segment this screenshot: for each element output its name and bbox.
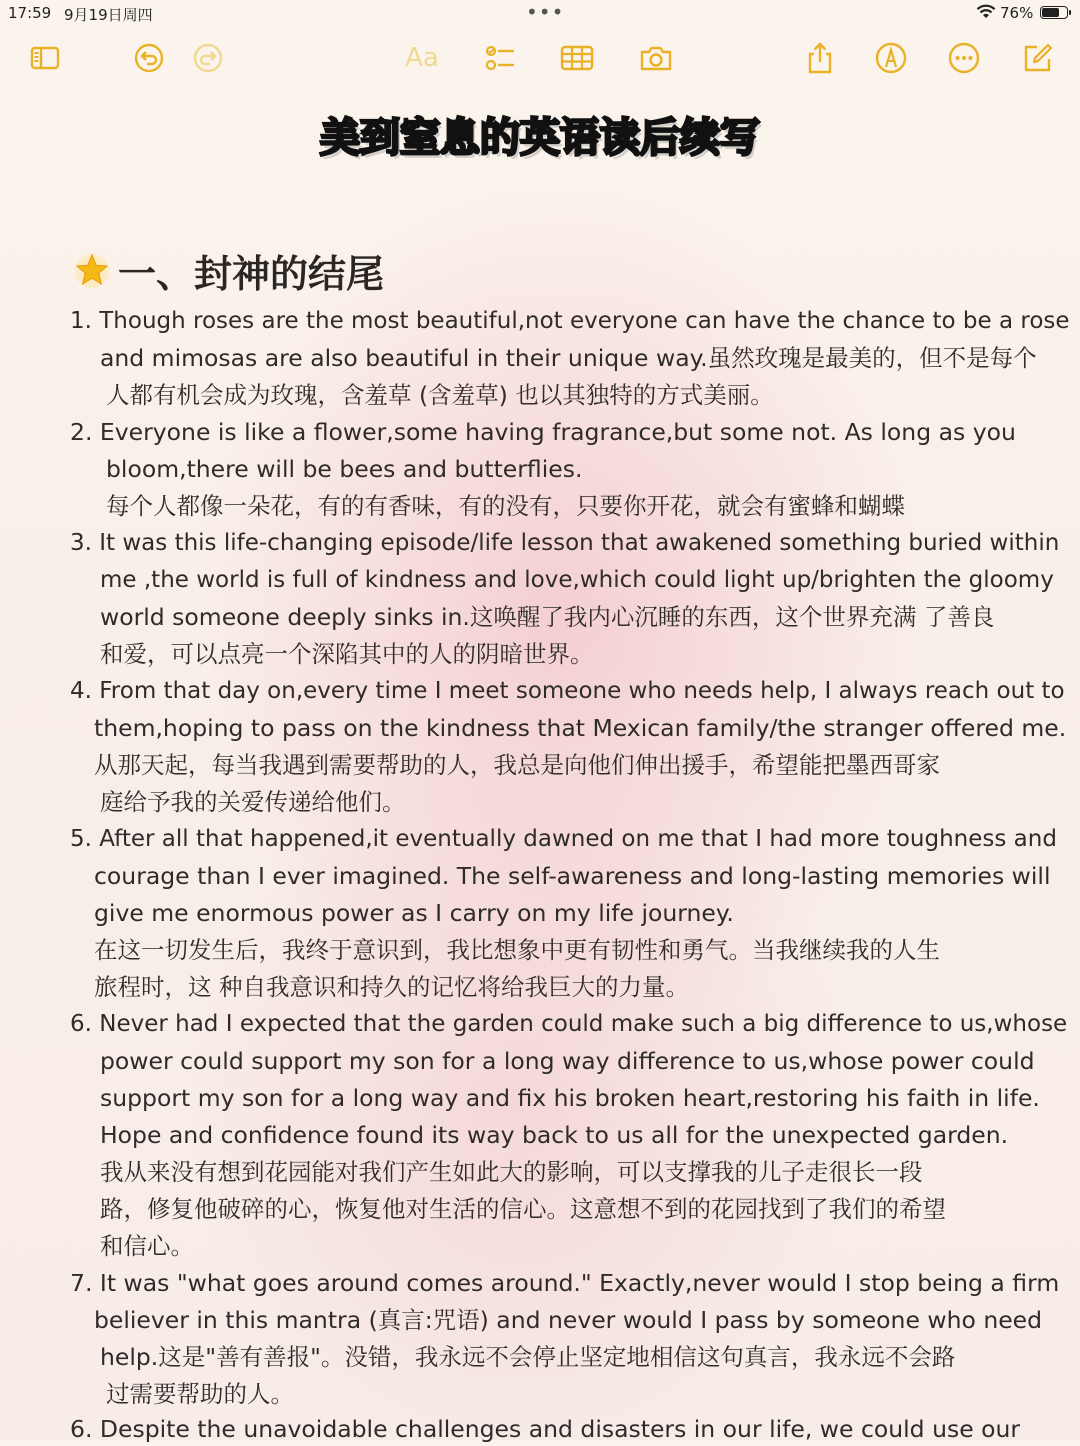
body-line[interactable]: 6. Never had I expected that the garden could make such a big difference to us,whose [70, 1011, 1068, 1037]
section-heading[interactable] [72, 246, 384, 294]
body-line[interactable]: 4. From that day on,every time I meet someone who needs help, I always reach out to [70, 678, 1065, 704]
body-line[interactable]: and mimosas are also beautiful in their unique way.虽然玫瑰是最美的，但不是每个 [100, 344, 1037, 372]
body-line[interactable]: me ,the world is full of kindness and love,which could light up/brighten the gloomy [100, 567, 1054, 593]
body-line[interactable]: 从那天起，每当我遇到需要帮助的人，我总是向他们伸出援手，希望能把墨西哥家 [94, 751, 940, 779]
battery-percent: 76% [1000, 4, 1034, 22]
body-line[interactable]: 和爱，可以点亮一个深陷其中的人的阴暗世界。 [100, 640, 594, 668]
body-line[interactable]: power could support my son for a long way difference to us,whose power could [100, 1047, 1035, 1075]
section-heading-text: 一、封神的结尾 [118, 251, 385, 296]
body-line[interactable]: 和信心。 [100, 1232, 194, 1260]
body-line[interactable]: courage than I ever imagined. The self-awareness and long-lasting memories will [94, 862, 1051, 890]
status-bar [0, 0, 1080, 26]
body-line[interactable]: 路，修复他破碎的心，恢复他对生活的信心。这意想不到的花园找到了我们的希望 [100, 1195, 946, 1223]
body-line[interactable]: give me enormous power as I carry on my life journey. [94, 899, 734, 927]
body-line[interactable]: 庭给予我的关爱传递给他们。 [100, 788, 406, 816]
body-line[interactable]: 7. It was "what goes around comes around." Exactly,never would I stop being a firm [70, 1269, 1060, 1297]
body-line[interactable]: Hope and confidence found its way back to us all for the unexpected garden. [100, 1121, 1009, 1149]
status-time: 17:59 [8, 4, 52, 22]
wifi-icon [976, 4, 996, 24]
checklist-icon[interactable] [480, 38, 520, 78]
body-line[interactable]: 旅程时，这 种自我意识和持久的记忆将给我巨大的力量。 [94, 973, 689, 1001]
body-line[interactable]: help.这是"善有善报"。没错，我永远不会停止坚定地相信这句真言，我永远不会路 [100, 1343, 956, 1371]
body-line[interactable]: support my son for a long way and fix his broken heart,restoring his faith in life. [100, 1084, 1040, 1112]
body-line[interactable]: 3. It was this life-changing episode/life lesson that awakened something buried within [70, 530, 1060, 556]
body-line[interactable]: them,hoping to pass on the kindness that Mexican family/the stranger offered me. [94, 714, 1067, 742]
body-line[interactable]: 在这一切发生后，我终于意识到，我比想象中更有韧性和勇气。当我继续我的人生 [94, 936, 940, 964]
markup-pen-icon[interactable] [871, 38, 911, 78]
body-line[interactable]: 1. Though roses are the most beautiful,not everyone can have the chance to be a rose [70, 308, 1070, 334]
note-title[interactable]: 美到窒息的英语读后续写 [320, 115, 760, 161]
body-line[interactable]: believer in this mantra (真言:咒语) and never would I pass by someone who need [94, 1306, 1043, 1334]
redo-icon[interactable] [188, 38, 228, 78]
body-line[interactable]: 5. After all that happened,it eventually dawned on me that I had more toughness and [70, 826, 1057, 852]
body-line[interactable]: 每个人都像一朵花，有的有香味，有的没有，只要你开花，就会有蜜蜂和蝴蝶 [106, 492, 905, 520]
table-icon[interactable] [557, 38, 597, 78]
status-date: 9月19日周四 [64, 6, 153, 24]
undo-icon[interactable] [129, 38, 169, 78]
body-line[interactable]: 我从来没有想到花园能对我们产生如此大的影响，可以支撑我的儿子走很长一段 [100, 1158, 923, 1186]
battery-icon [1040, 6, 1068, 19]
share-icon[interactable] [800, 38, 840, 78]
notes-toolbar [0, 38, 1080, 82]
body-line[interactable]: world someone deeply sinks in.这唤醒了我内心沉睡的东西，这个世界充满 了善良 [100, 603, 995, 631]
multitasking-dots-icon[interactable]: ••• [526, 0, 565, 24]
more-options-icon[interactable] [944, 38, 984, 78]
body-line[interactable]: 过需要帮助的人。 [106, 1380, 294, 1408]
sidebar-toggle-icon[interactable] [25, 38, 65, 78]
body-line[interactable]: bloom,there will be bees and butterflies. [106, 455, 583, 483]
body-line[interactable]: 6. Despite the unavoidable challenges and disasters in our life, we could use our [70, 1415, 1021, 1443]
body-line[interactable]: 2. Everyone is like a flower,some having fragrance,but some not. As long as you [70, 418, 1016, 446]
text-format-button[interactable]: Aa [405, 43, 439, 73]
camera-icon[interactable] [636, 38, 676, 78]
glowing-star-icon [72, 250, 112, 290]
body-line[interactable]: 人都有机会成为玫瑰，含羞草 (含羞草) 也以其独特的方式美丽。 [106, 381, 774, 409]
compose-icon[interactable] [1018, 38, 1058, 78]
